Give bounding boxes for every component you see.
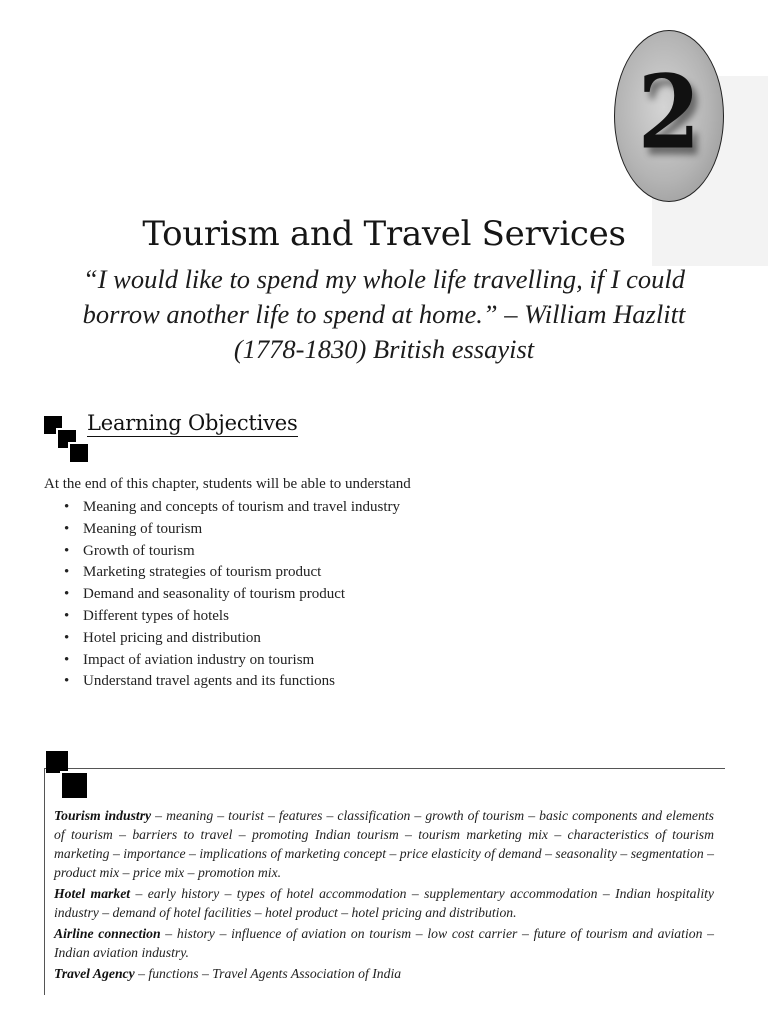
bullet-icon: •	[64, 520, 70, 537]
bullet-icon: •	[64, 607, 70, 624]
bullet-icon: •	[64, 673, 70, 690]
list-item: • Meaning of tourism	[64, 519, 400, 541]
topic-paragraph	[54, 924, 714, 962]
list-item: • Demand and seasonality of tourism product	[64, 584, 400, 606]
topic-text: – meaning – tourist – features – classification – growth of tourism – basic components and elements of tourism – barriers to travel – promoting Indian tourism – tourism marketing mix – characteristics of tourism marketing – importance – implications of marketing concept – price elasticity of demand – seasonality – segmentation – product mix – price mix – promotion mix.	[54, 808, 714, 880]
chapter-number-badge	[614, 30, 724, 202]
learning-objectives-heading: Learning Objectives	[87, 411, 298, 435]
bullet-icon: •	[64, 586, 70, 603]
bullet-icon: •	[64, 564, 70, 581]
topic-text: – functions – Travel Agents Association of India	[134, 966, 402, 981]
list-item: • Hotel pricing and distribution	[64, 628, 400, 650]
list-item: • Growth of tourism	[64, 541, 400, 563]
topic-term: Hotel market	[54, 886, 131, 901]
learning-objectives-icon	[44, 416, 90, 462]
list-item: • Different types of hotels	[64, 606, 400, 628]
topic-paragraph	[54, 964, 714, 983]
bullet-icon: •	[64, 542, 70, 559]
topic-term: Tourism industry	[54, 808, 152, 823]
bullet-icon: •	[64, 499, 70, 515]
chapter-topics	[54, 806, 714, 985]
list-item: • Meaning and concepts of tourism and travel industry	[64, 497, 400, 519]
topic-text: – early history – types of hotel accommodation – supplementary accommodation – Indian hospitality industry – demand of hotel facilities – hotel product – hotel pricing and distribution.	[54, 886, 714, 920]
chapter-topics-icon	[46, 751, 86, 797]
chapter-title: Tourism and Travel Services	[142, 214, 626, 254]
bullet-icon: •	[64, 629, 70, 646]
topic-text: – history – influence of aviation on tourism – low cost carrier – future of tourism and aviation – Indian aviation industry.	[54, 926, 714, 960]
learning-objectives-list	[64, 497, 400, 693]
chapter-quote: “I would like to spend my whole life travelling, if I could borrow another life to spend at home.” – William Hazlitt (1778-1830) British essayist	[82, 264, 686, 364]
topic-paragraph	[54, 806, 714, 882]
bullet-icon: •	[64, 651, 70, 668]
chapter-number: 2	[637, 53, 701, 173]
list-item: • Understand travel agents and its functions	[64, 671, 400, 693]
topic-term: Travel Agency	[54, 966, 135, 981]
list-item: • Marketing strategies of tourism product	[64, 562, 400, 584]
topic-term: Airline connection	[54, 926, 161, 941]
learning-objectives-intro: At the end of this chapter, students will be able to understand	[44, 476, 411, 492]
topic-paragraph	[54, 884, 714, 922]
list-item: • Impact of aviation industry on tourism	[64, 650, 400, 672]
